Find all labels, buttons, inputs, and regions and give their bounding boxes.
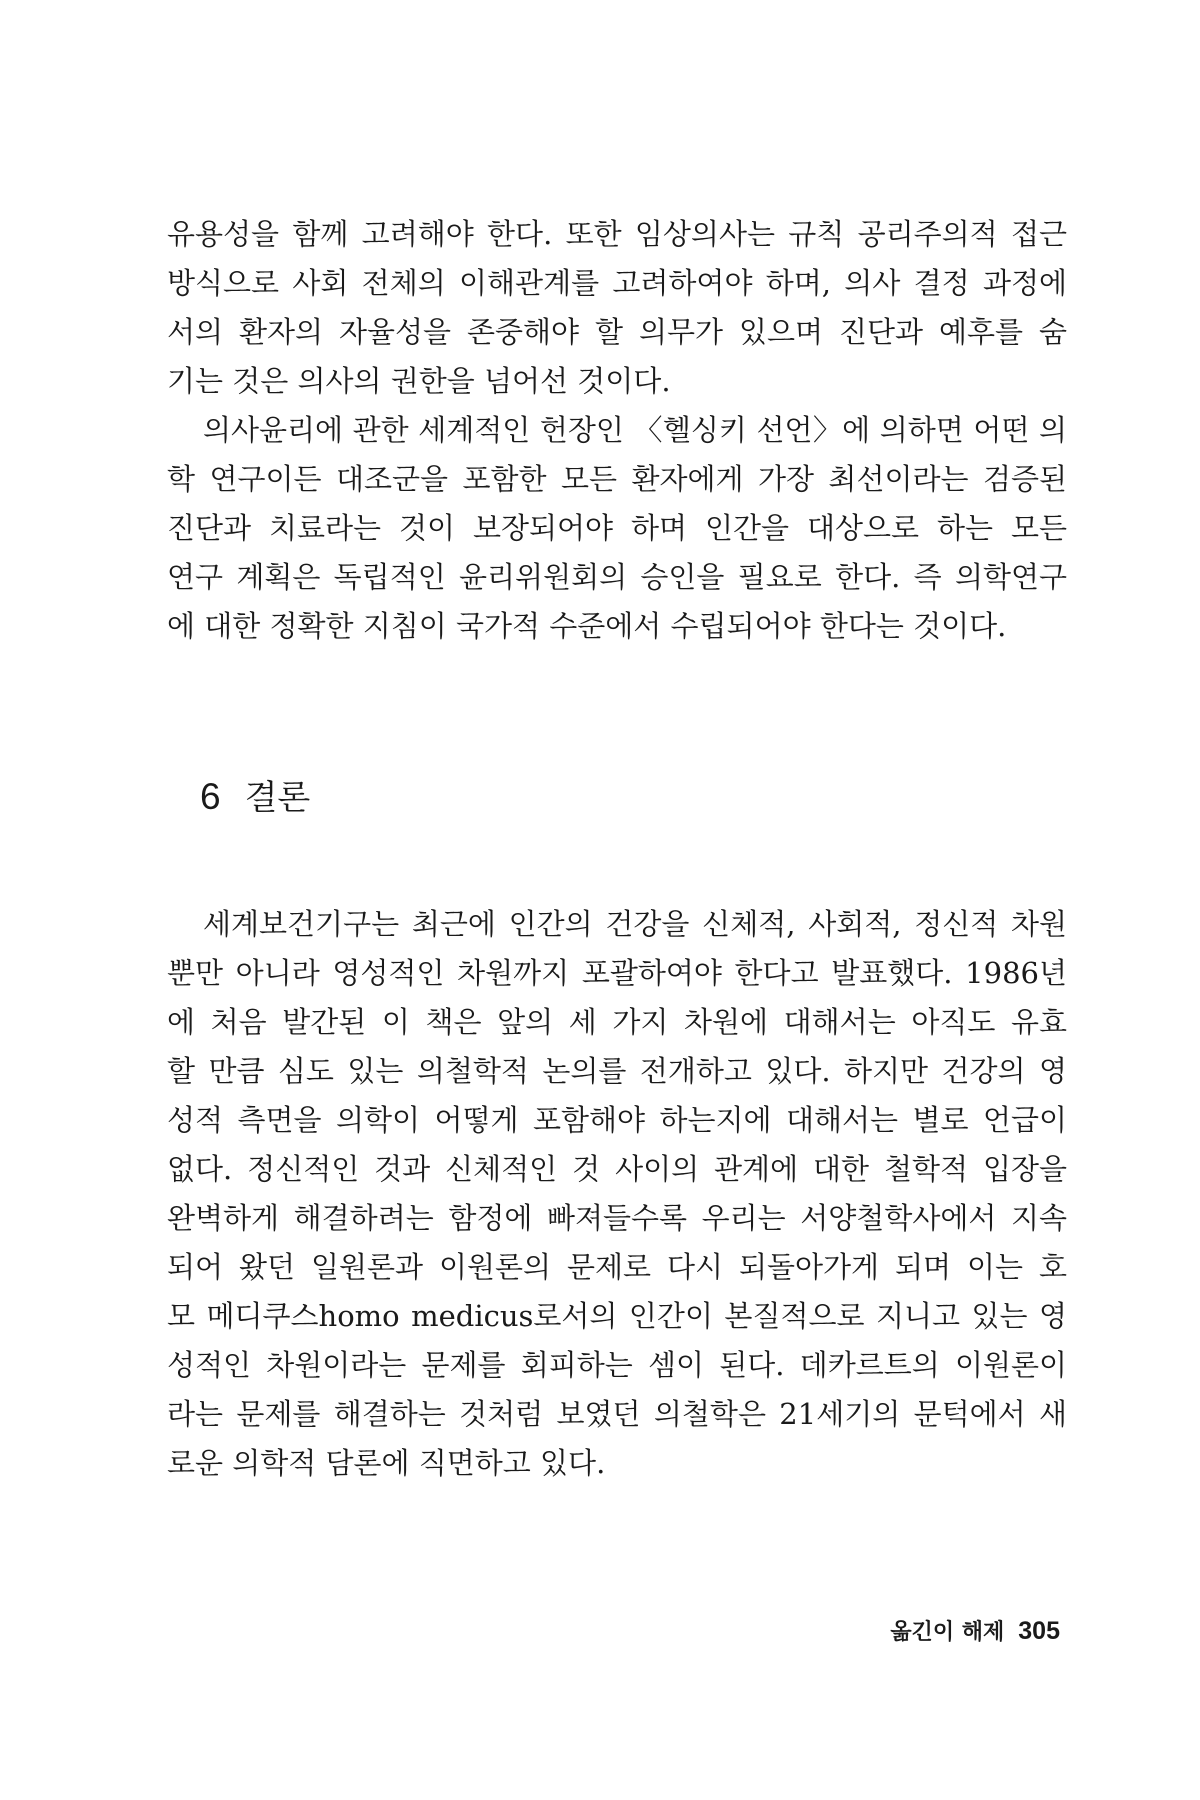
paragraph-1-line: 방식으로 사회 전체의 이해관계를 고려하여야 하며, 의사 결정 과정에 <box>167 266 1067 300</box>
section-number: 6 <box>200 776 221 817</box>
paragraph-2-line: 학 연구이든 대조군을 포함한 모든 환자에게 가장 최선이라는 검증된 <box>167 462 1067 496</box>
paragraph-2 <box>167 406 1067 651</box>
section-title: 결론 <box>244 778 311 818</box>
paragraph-1-line: 기는 것은 의사의 권한을 넘어선 것이다. <box>167 364 671 398</box>
paragraph-2-line: 의사윤리에 관한 세계적인 헌장인 〈헬싱키 선언〉에 의하면 어떤 의 <box>203 413 1067 447</box>
paragraph-3-line: 할 만큼 심도 있는 의철학적 논의를 전개하고 있다. 하지만 건강의 영 <box>167 1054 1067 1088</box>
running-title: 옮긴이 해제 <box>890 1620 1005 1645</box>
paragraph-3-line: 에 처음 발간된 이 책은 앞의 세 가지 차원에 대해서는 아직도 유효 <box>167 1005 1067 1039</box>
page-footer <box>890 1615 1060 1646</box>
paragraph-3-line: 뿐만 아니라 영성적인 차원까지 포괄하여야 한다고 발표했다. 1986년 <box>167 956 1067 990</box>
paragraph-3-line: 성적인 차원이라는 문제를 회피하는 셈이 된다. 데카르트의 이원론이 <box>167 1348 1067 1382</box>
text-block-top <box>167 210 1067 651</box>
paragraph-2-line: 연구 계획은 독립적인 윤리위원회의 승인을 필요로 한다. 즉 의학연구 <box>167 560 1067 594</box>
paragraph-2-line: 진단과 치료라는 것이 보장되어야 하며 인간을 대상으로 하는 모든 <box>167 511 1067 545</box>
paragraph-3-line: 완벽하게 해결하려는 함정에 빠져들수록 우리는 서양철학사에서 지속 <box>167 1201 1067 1235</box>
paragraph-1 <box>167 210 1067 406</box>
page-number: 305 <box>1018 1617 1060 1645</box>
text-block-conclusion <box>167 900 1067 1488</box>
paragraph-3-line: 라는 문제를 해결하는 것처럼 보였던 의철학은 21세기의 문턱에서 새 <box>167 1397 1067 1431</box>
paragraph-3-line: 되어 왔던 일원론과 이원론의 문제로 다시 되돌아가게 되며 이는 호 <box>167 1250 1067 1284</box>
paragraph-1-line: 서의 환자의 자율성을 존중해야 할 의무가 있으며 진단과 예후를 숨 <box>167 315 1067 349</box>
paragraph-3 <box>167 900 1067 1488</box>
paragraph-3-line: 없다. 정신적인 것과 신체적인 것 사이의 관계에 대한 철학적 입장을 <box>167 1152 1067 1186</box>
section-heading <box>200 770 310 819</box>
paragraph-3-line: 모 메디쿠스homo medicus로서의 인간이 본질적으로 지니고 있는 영 <box>167 1299 1067 1333</box>
paragraph-3-line: 성적 측면을 의학이 어떻게 포함해야 하는지에 대해서는 별로 언급이 <box>167 1103 1067 1137</box>
paragraph-3-line: 세계보건기구는 최근에 인간의 건강을 신체적, 사회적, 정신적 차원 <box>203 907 1067 941</box>
paragraph-1-line: 유용성을 함께 고려해야 한다. 또한 임상의사는 규칙 공리주의적 접근 <box>167 217 1067 251</box>
paragraph-3-line: 로운 의학적 담론에 직면하고 있다. <box>167 1446 606 1480</box>
paragraph-2-line: 에 대한 정확한 지침이 국가적 수준에서 수립되어야 한다는 것이다. <box>167 609 1007 643</box>
